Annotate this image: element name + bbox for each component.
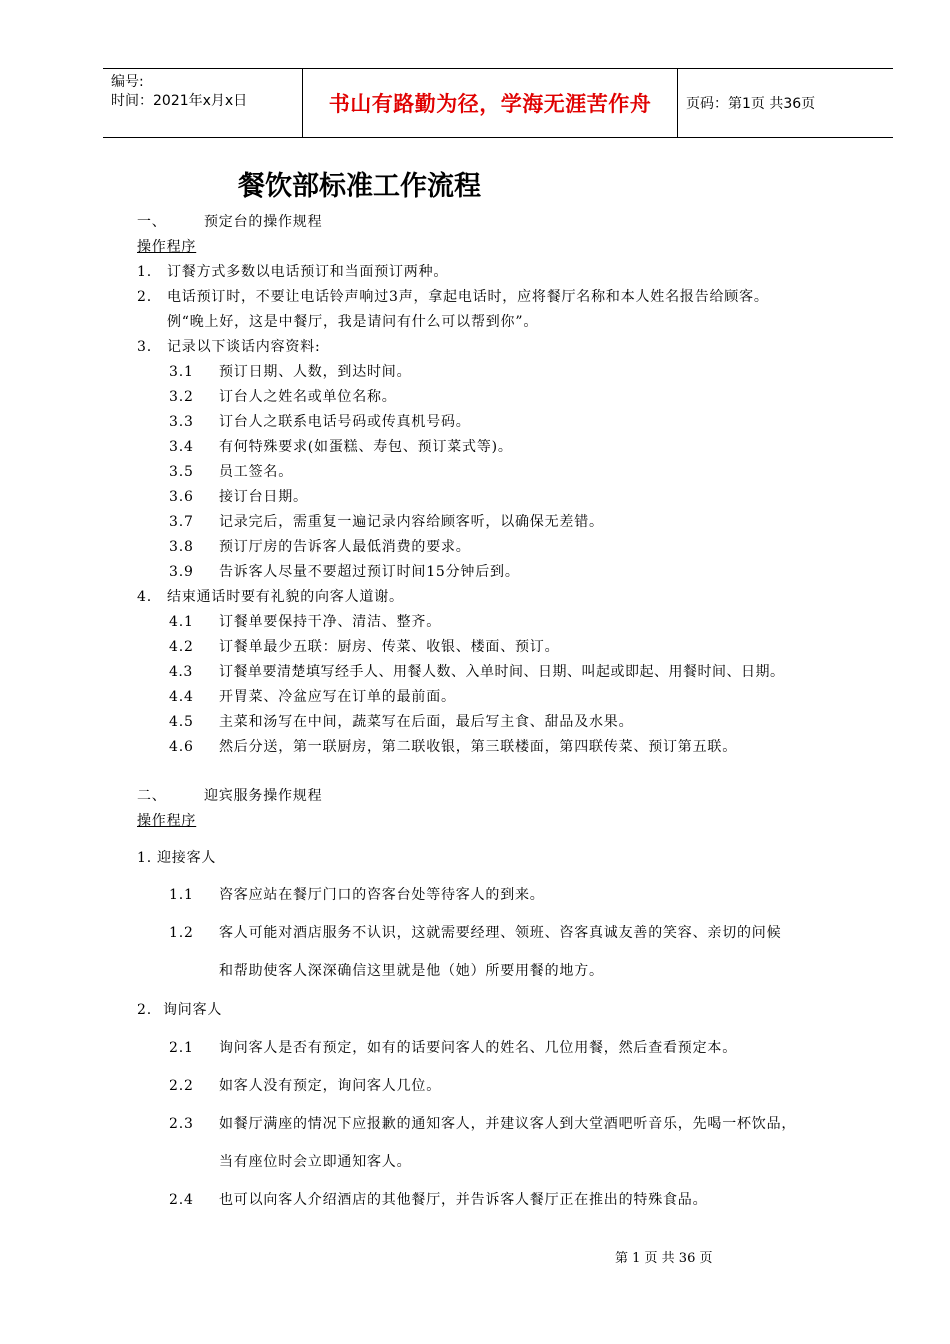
time-label: 时间：2021年x月x日 <box>111 93 248 109</box>
page-label: 页码：第1页 共36页 <box>686 96 816 112</box>
list-item: 3.5 员工签名。 <box>169 464 293 480</box>
list-item: 3.3 订台人之联系电话号码或传真机号码。 <box>169 414 471 430</box>
list-item: 2.4 也可以向客人介绍酒店的其他餐厅，并告诉客人餐厅正在推出的特殊食品。 <box>169 1192 708 1208</box>
list-item: 2.1 询问客人是否有预定，如有的话要问客人的姓名、几位用餐，然后查看预定本。 <box>169 1040 737 1056</box>
header-meta <box>111 73 247 111</box>
list-item: 1. 订餐方式多数以电话预订和当面预订两种。 <box>137 264 449 280</box>
list-item: 4.5 主菜和汤写在中间，蔬菜写在后面，最后写主食、甜品及水果。 <box>169 714 634 730</box>
list-item: 3.8 预订厅房的告诉客人最低消费的要求。 <box>169 539 471 555</box>
list-item: 1.2 客人可能对酒店服务不认识，这就需要经理、领班、咨客真诚友善的笑容、亲切的问候 <box>169 925 782 941</box>
list-item: 3.6 接订台日期。 <box>169 489 308 505</box>
list-item: 例“晚上好，这是中餐厅，我是请问有什么可以帮到你”。 <box>167 314 539 330</box>
section-subheading: 操作程序 <box>137 813 197 829</box>
list-item: 2.3 如餐厅满座的情况下应报歉的通知客人，并建议客人到大堂酒吧听音乐，先喝一杯饮品， <box>169 1116 797 1132</box>
list-item: 4.1 订餐单要保持干净、清洁、整齐。 <box>169 614 441 630</box>
list-item: 4.6 然后分送，第一联厨房，第二联收银，第三联楼面，第四联传菜、预订第五联。 <box>169 739 737 755</box>
list-item: 和帮助使客人深深确信这里就是他（她）所要用餐的地方。 <box>219 963 604 979</box>
list-item: 当有座位时会立即通知客人。 <box>219 1154 412 1170</box>
document-title: 餐饮部标准工作流程 <box>238 171 481 202</box>
list-item: 4. 结束通话时要有礼貌的向客人道谢。 <box>137 589 404 605</box>
list-item: 4.2 订餐单最少五联：厨房、传菜、收银、楼面、预订。 <box>169 639 560 655</box>
list-item: 2.2 如客人没有预定，询问客人几位。 <box>169 1078 441 1094</box>
serial-label: 编号: <box>111 74 144 90</box>
section-subheading: 操作程序 <box>137 239 197 255</box>
list-item: 1.1 咨客应站在餐厅门口的咨客台处等待客人的到来。 <box>169 887 545 903</box>
page-footer: 第 1 页 共 36 页 <box>615 1251 713 1266</box>
motto: 书山有路勤为径，学海无涯苦作舟 <box>328 92 652 116</box>
list-item: 1. 迎接客人 <box>137 850 217 866</box>
header-divider <box>677 69 678 137</box>
list-item: 3.2 订台人之姓名或单位名称。 <box>169 389 397 405</box>
list-item: 3. 记录以下谈话内容资料: <box>137 339 321 355</box>
section-heading: 迎宾服务操作规程 <box>204 788 323 804</box>
list-item: 3.7 记录完后，需重复一遍记录内容给顾客听，以确保无差错。 <box>169 514 604 530</box>
list-item: 4.3 订餐单要清楚填写经手人、用餐人数、入单时间、日期、叫起或即起、用餐时间、日期。 <box>169 664 785 680</box>
page-header <box>103 68 893 138</box>
list-item: 2. 询问客人 <box>137 1002 223 1018</box>
list-item: 4.4 开胃菜、冷盆应写在订单的最前面。 <box>169 689 456 705</box>
list-item: 3.9 告诉客人尽量不要超过预订时间15分钟后到。 <box>169 564 520 580</box>
list-item: 3.4 有何特殊要求(如蛋糕、寿包、预订菜式等)。 <box>169 439 513 455</box>
section-heading: 预定台的操作规程 <box>204 214 323 230</box>
list-item: 2. 电话预订时，不要让电话铃声响过3声，拿起电话时，应将餐厅名称和本人姓名报告给顾客。 <box>137 289 769 305</box>
section-number: 二、 <box>137 788 167 804</box>
list-item: 3.1 预订日期、人数，到达时间。 <box>169 364 412 380</box>
section-number: 一、 <box>137 214 167 230</box>
